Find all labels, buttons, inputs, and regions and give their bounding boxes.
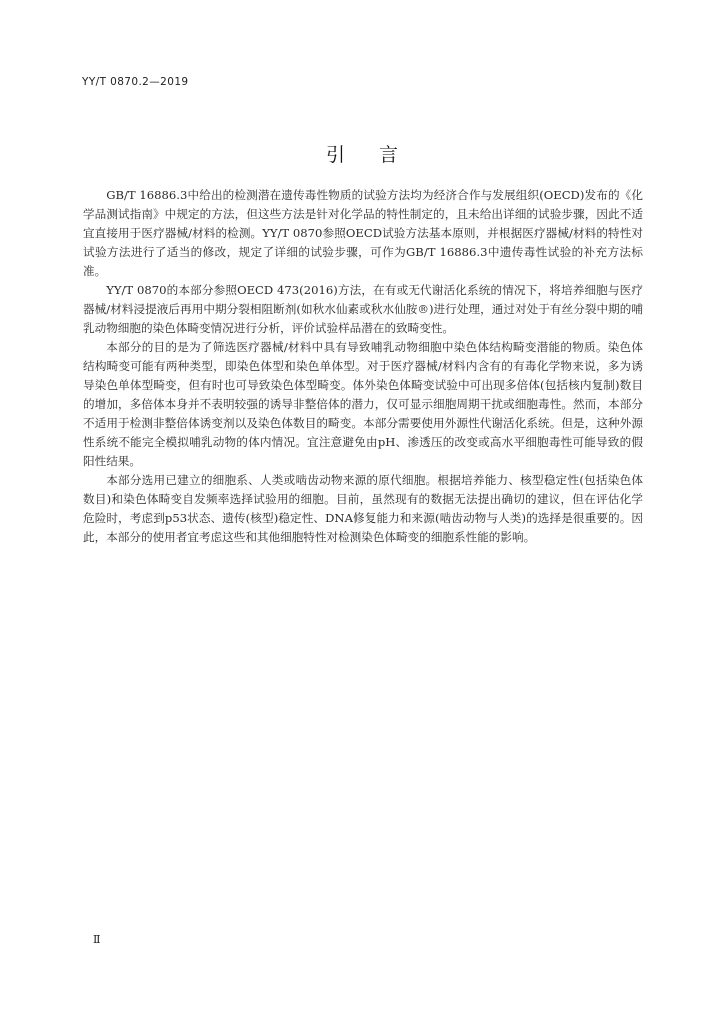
standard-code: YY/T 0870.2—2019 <box>82 76 189 88</box>
section-title: 引言 <box>325 144 432 166</box>
paragraph: YY/T 0870的本部分参照OECD 473(2016)方法，在有或无代谢活化系统的情况下，将培养细胞与医疗器械/材料浸提液后再用中期分裂相阻断剂(如秋水仙素或秋水仙胺®)进行处理，通过对处于有丝分裂中期的哺乳动物细胞的染色体畸变情况进行分析，评价试验样品潜在的致畸变性。 <box>83 283 643 335</box>
paragraph: 本部分的目的是为了筛选医疗器械/材料中具有导致哺乳动物细胞中染色体结构畸变潜能的物质。染色体结构畸变可能有两种类型，即染色体型和染色单体型。对于医疗器械/材料内含有的有毒化学物来说，多为诱导染色单体型畸变，但有时也可导致染色体型畸变。体外染色体畸变试验中可出现多倍体(包括核内复制)数目的增加，多倍体本身并不表明较强的诱导非整倍体的潜力，仅可显示细胞周期干扰或细胞毒性。然而，本部分不适用于检测非整倍体诱变剂以及染色体数目的畸变。本部分需要使用外源性代谢活化系统。但是，这种外源性系统不能完全模拟哺乳动物的体内情况。宜注意避免由pH、渗透压的改变或高水平细胞毒性可能导致的假阳性结果。 <box>83 340 643 468</box>
page-number: Ⅱ <box>93 933 101 946</box>
paragraph: GB/T 16886.3中给出的检测潜在遗传毒性物质的试验方法均为经济合作与发展组织(OECD)发布的《化学品测试指南》中规定的方法，但这些方法是针对化学品的特性制定的，且未给出详细的试验步骤，因此不适宜直接用于医疗器械/材料的检测。YY/T 0870参照OECD试验方法基本原则，并根据医疗器械/材料的特性对试验方法进行了适当的修改，规定了详细的试验步骤，可作为GB/T 16886.3中遗传毒性试验的补充方法标准。 <box>83 188 643 278</box>
paragraph: 本部分选用已建立的细胞系、人类或啮齿动物来源的原代细胞。根据培养能力、核型稳定性(包括染色体数目)和染色体畸变自发频率选择试验用的细胞。目前，虽然现有的数据无法提出确切的建议，但在评估化学危险时，考虑到p53状态、遗传(核型)稳定性、DNA修复能力和来源(啮齿动物与人类)的选择是很重要的。因此，本部分的使用者宜考虑这些和其他细胞特性对检测染色体畸变的细胞系性能的影响。 <box>83 473 643 544</box>
body-text <box>83 186 643 547</box>
